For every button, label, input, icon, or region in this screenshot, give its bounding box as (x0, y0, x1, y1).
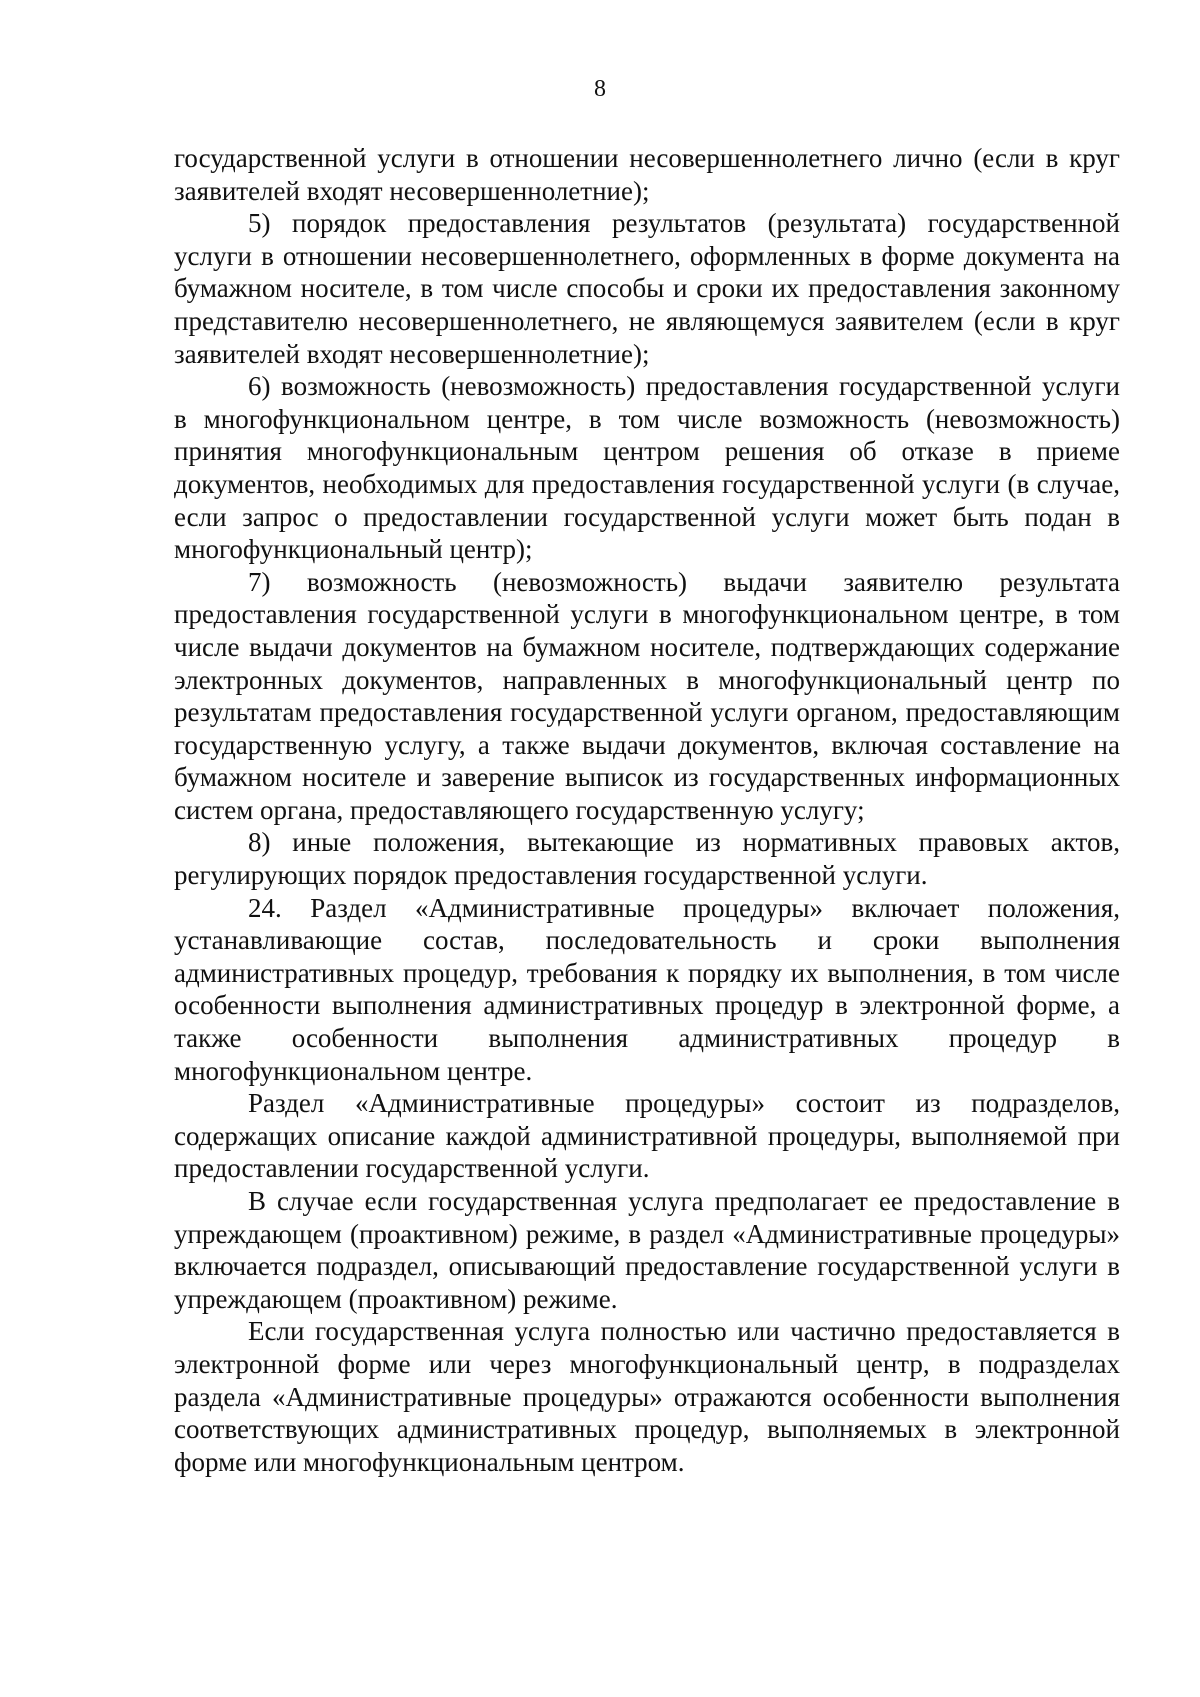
page-number: 8 (594, 76, 606, 102)
clause-24: 24. Раздел «Административные процедуры» включает положения, устанавливающие состав, последовательность и сроки выполнения административных процедур, требования к порядку их выполнения, в том числе особенности выполнения административных процедур в электронной форме, а также особенности выполнения административных процедур в многофункциональном центре. (174, 892, 1120, 1086)
paragraph-proactive-mode: В случае если государственная услуга предполагает ее предоставление в упреждающем (проактивном) режиме, в раздел «Административные процедуры» включается подраздел, описывающий предоставление государственной услуги в упреждающем (проактивном) режиме. (174, 1186, 1120, 1314)
document-body (174, 142, 1120, 1478)
list-item-7: 7) возможность (невозможность) выдачи заявителю результата предоставления государственной услуги в многофункциональном центре, в том числе выдачи документов на бумажном носителе, подтверждающих содержание электронных документов, направленных в многофункциональный центр по результатам предоставления государственной услуги органом, предоставляющим государственную услугу, а также выдачи документов, включая составление на бумажном носителе и заверение выписок из государственных информационных систем органа, предоставляющего государственную услугу; (174, 566, 1120, 825)
paragraph-subsections: Раздел «Административные процедуры» состоит из подразделов, содержащих описание каждой административной процедуры, выполняемой при предоставлении государственной услуги. (174, 1088, 1120, 1184)
list-item-5: 5) порядок предоставления результатов (результата) государственной услуги в отношении несовершеннолетнего, оформленных в форме документа на бумажном носителе, в том числе способы и сроки их предоставления законному представителю несовершеннолетнего, не являющемуся заявителем (если в круг заявителей входят несовершеннолетние); (174, 208, 1120, 369)
list-item-6: 6) возможность (невозможность) предоставления государственной услуги в многофункциональном центре, в том числе возможность (невозможность) принятия многофункциональным центром решения об отказе в приеме документов, необходимых для предоставления государственной услуги (в случае, если запрос о предоставлении государственной услуги может быть подан в многофункциональный центр); (174, 371, 1120, 565)
list-item-8: 8) иные положения, вытекающие из нормативных правовых актов, регулирующих порядок предоставления государственной услуги. (174, 827, 1120, 891)
paragraph-continuation: государственной услуги в отношении несовершеннолетнего лично (если в круг заявителей входят несовершеннолетние); (174, 143, 1120, 206)
paragraph-electronic-form: Если государственная услуга полностью или частично предоставляется в электронной форме или через многофункциональный центр, в подразделах раздела «Административные процедуры» отражаются особенности выполнения соответствующих административных процедур, выполняемых в электронной форме или многофункциональным центром. (174, 1316, 1120, 1477)
